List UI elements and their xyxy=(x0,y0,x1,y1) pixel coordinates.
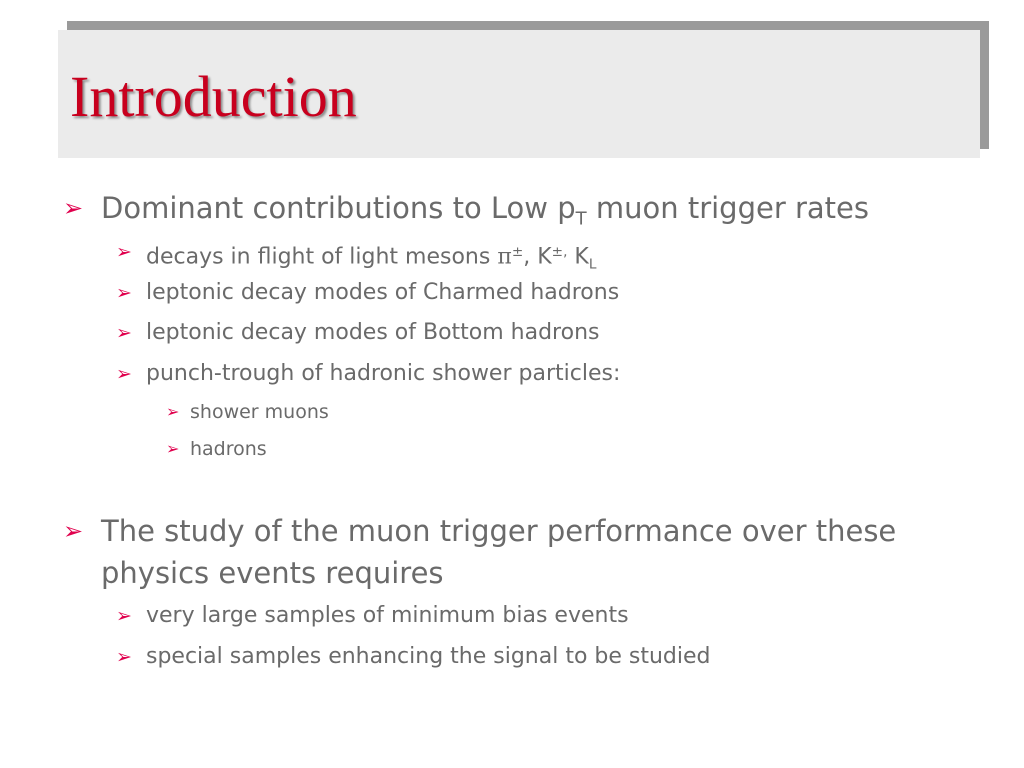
bullet-text: Dominant contributions to Low $p_T$ muon trigger rates xyxy=(101,191,869,230)
bullet-text: leptonic decay modes of Charmed hadrons xyxy=(146,280,620,305)
bullet-arrow-icon: ➢ xyxy=(116,282,132,304)
slide-title: Introduction xyxy=(70,64,357,129)
bullet-text: hadrons xyxy=(190,438,267,460)
bullet-arrow-icon: ➢ xyxy=(116,605,132,627)
bullet-arrow-icon: ➢ xyxy=(116,241,132,263)
bullet-arrow-icon: ➢ xyxy=(116,322,132,344)
bullet-text: leptonic decay modes of Bottom hadrons xyxy=(146,320,600,345)
bullet-text: punch-trough of hadronic shower particles: xyxy=(146,361,621,386)
bullet-text: shower muons xyxy=(190,401,329,423)
bullet-text-line-2: physics events requires xyxy=(101,556,444,590)
bullet-arrow-icon: ➢ xyxy=(63,517,84,545)
bullet-arrow-icon: ➢ xyxy=(116,363,132,385)
bullet-arrow-icon: ➢ xyxy=(166,439,180,458)
bullet-text-line-1: The study of the muon trigger performance over these xyxy=(101,514,897,548)
bullet-arrow-icon: ➢ xyxy=(63,194,84,222)
bullet-text: special samples enhancing the signal to be studied xyxy=(146,644,711,669)
bullet-text: very large samples of minimum bias events xyxy=(146,603,629,628)
bullet-arrow-icon: ➢ xyxy=(166,402,180,421)
bullet-text: decays in flight of light mesons π±, K±, $K_L$ xyxy=(146,244,597,273)
bullet-arrow-icon: ➢ xyxy=(116,646,132,668)
